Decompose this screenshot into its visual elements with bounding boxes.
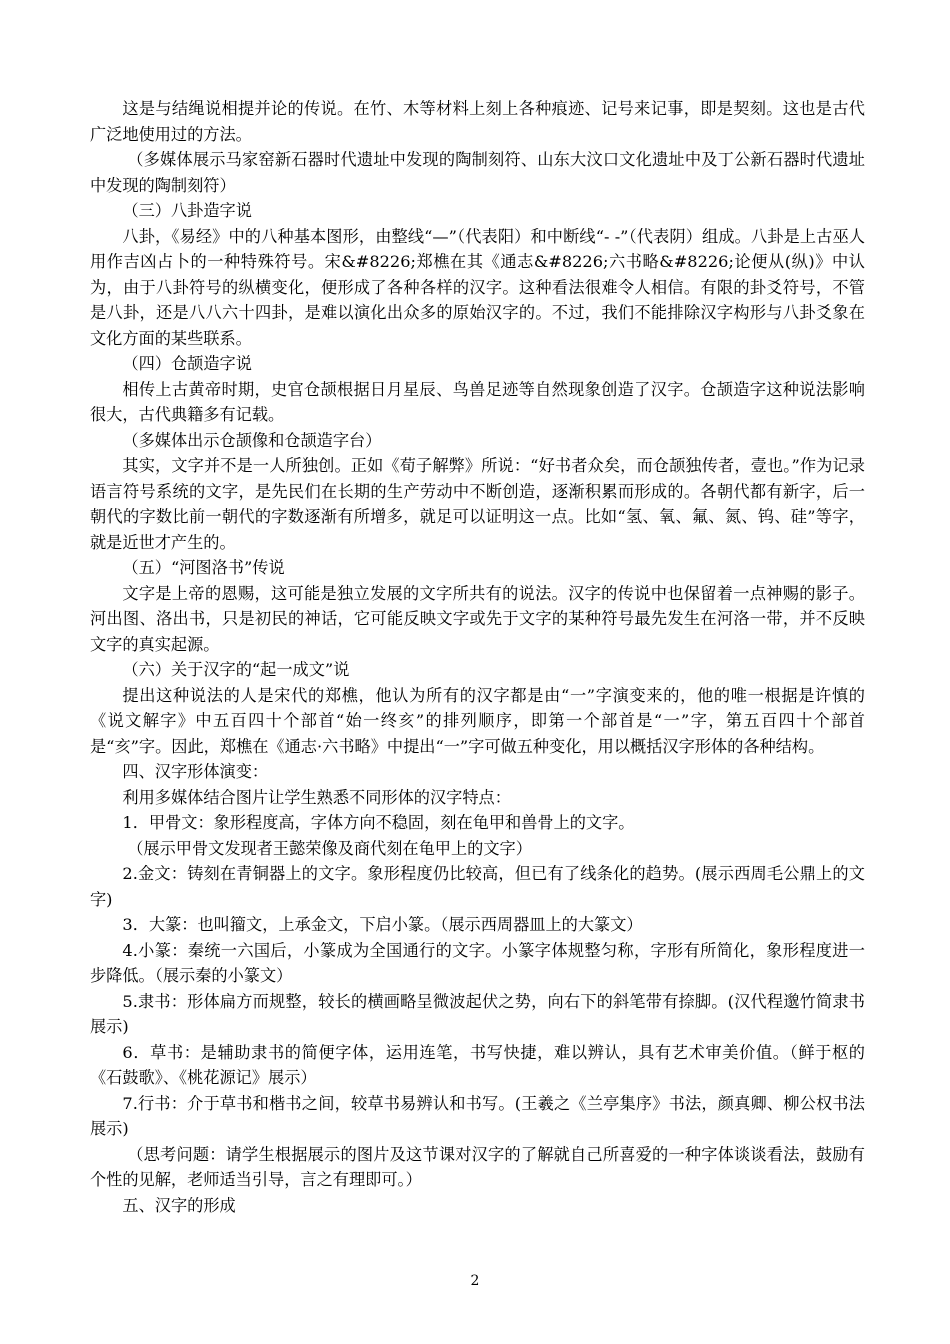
heading-cangjie: （四）仓颉造字说 — [122, 354, 252, 373]
item-clerical: 5.隶书：形体扁方而规整，较长的横画略呈微波起伏之势，向右下的斜笔带有捺脚。(汉代程邈竹简隶书展示) — [90, 991, 865, 1036]
item-running: 7.行书：介于草书和楷书之间，较草书易辨认和书写。(王羲之《兰亭集序》书法，颜真卿、柳公权书法展示) — [90, 1093, 865, 1138]
document-body — [90, 96, 865, 1218]
page-number: 2 — [470, 1273, 480, 1289]
heading-bagua: （三）八卦造字说 — [122, 201, 252, 220]
paragraph-multimedia-cangjie: （多媒体出示仓颉像和仓颉造字台） — [122, 430, 382, 450]
heading-evolution: 四、汉字形体演变： — [122, 762, 269, 781]
heading-hetu-luoshu: （五）“河图洛书”传说 — [122, 558, 285, 577]
item-oracle-bone: 1．甲骨文：象形程度高，字体方向不稳固，刻在龟甲和兽骨上的文字。 — [122, 813, 635, 832]
paragraph-hetu-luoshu: 文字是上帝的恩赐，这可能是独立发展的文字所共有的说法。汉字的传说中也保留着一点神赐的影子。河出图、洛出书，只是初民的神话，它可能反映文字或先于文字的某种符号最先发生在河洛一带，并不反映文字的真实起源。 — [90, 583, 865, 654]
item-cursive: 6．草书：是辅助隶书的简便字体，运用连笔，书写快捷，难以辨认，具有艺术审美价值。（鲜于枢的《石鼓歌》、《桃花源记》展示） — [90, 1042, 865, 1087]
paragraph-xunzi: 其实，文字并不是一人所独创。正如《荀子解弊》所说：“好书者众矣，而仓颉独传者，壹也。”作为记录语言符号系统的文字，是先民们在长期的生产劳动中不断创造，逐渐积累而形成的。各朝代都有新字，后一朝代的字数比前一朝代的字数逐渐有所增多，就足可以证明这一点。比如“氢、氧、氟、氮、钨、硅”等字，就是近世才产生的。 — [90, 456, 865, 552]
paragraph-zheng-qiao: 提出这种说法的人是宋代的郑樵，他认为所有的汉字都是由“一”字演变来的，他的唯一根据是许慎的《说文解字》中五百四十个部首“始一终亥”的排列顺序，即第一个部首是“一”字，第五百四十个部首是“亥”字。因此，郑樵在《通志·六书略》中提出“一”字可做五种变化，用以概括汉字形体的各种结构。 — [90, 685, 865, 756]
heading-qiyi-chengwen: （六）关于汉字的“起一成文”说 — [122, 660, 350, 679]
heading-formation: 五、汉字的形成 — [122, 1195, 236, 1215]
item-oracle-bone-display: （展示甲骨文发现者王懿荣像及商代刻在龟甲上的文字） — [127, 838, 532, 858]
item-small-seal: 4.小篆：秦统一六国后，小篆成为全国通行的文字。小篆字体规整匀称，字形有所简化，象形程度进一步降低。（展示秦的小篆文） — [90, 940, 865, 985]
paragraph-cangjie: 相传上古黄帝时期，史官仓颉根据日月星辰、鸟兽足迹等自然现象创造了汉字。仓颉造字这种说法影响很大，古代典籍多有记载。 — [90, 379, 865, 424]
paragraph-thinking-question: （思考问题：请学生根据展示的图片及这节课对汉字的了解就自己所喜爱的一种字体谈谈看法，鼓励有个性的见解，老师适当引导，言之有理即可。） — [90, 1144, 865, 1189]
paragraph-qike: 这是与结绳说相提并论的传说。在竹、木等材料上刻上各种痕迹、记号来记事，即是契刻。这也是古代广泛地使用过的方法。 — [90, 99, 865, 144]
paragraph-multimedia-pottery: （多媒体展示马家窑新石器时代遗址中发现的陶制刻符、山东大汶口文化遗址中及丁公新石器时代遗址中发现的陶制刻符） — [90, 150, 865, 195]
item-great-seal: 3．大篆：也叫籀文，上承金文，下启小篆。（展示西周器皿上的大篆文） — [122, 915, 643, 934]
paragraph-evolution-intro: 利用多媒体结合图片让学生熟悉不同形体的汉字特点： — [122, 787, 511, 807]
paragraph-bagua: 八卦，《易经》中的八种基本图形，由整线“—”（代表阳）和中断线“- -”（代表阴）组成。八卦是上古巫人用作吉凶占卜的一种特殊符号。宋&#8226;郑樵在其《通志&#8226;六书略&#8226;论便从(纵)》中认为，由于八卦符号的纵横变化，便形成了各种各样的汉字。这种看法很难令人相信。有限的卦爻符号，不管是八卦，还是八八六十四卦，是难以演化出众多的原始汉字的。不过，我们不能排除汉字构形与八卦爻象在文化方面的某些联系。 — [90, 226, 865, 348]
item-bronze: 2.金文：铸刻在青铜器上的文字。象形程度仍比较高，但已有了线条化的趋势。(展示西周毛公鼎上的文字) — [90, 864, 865, 909]
